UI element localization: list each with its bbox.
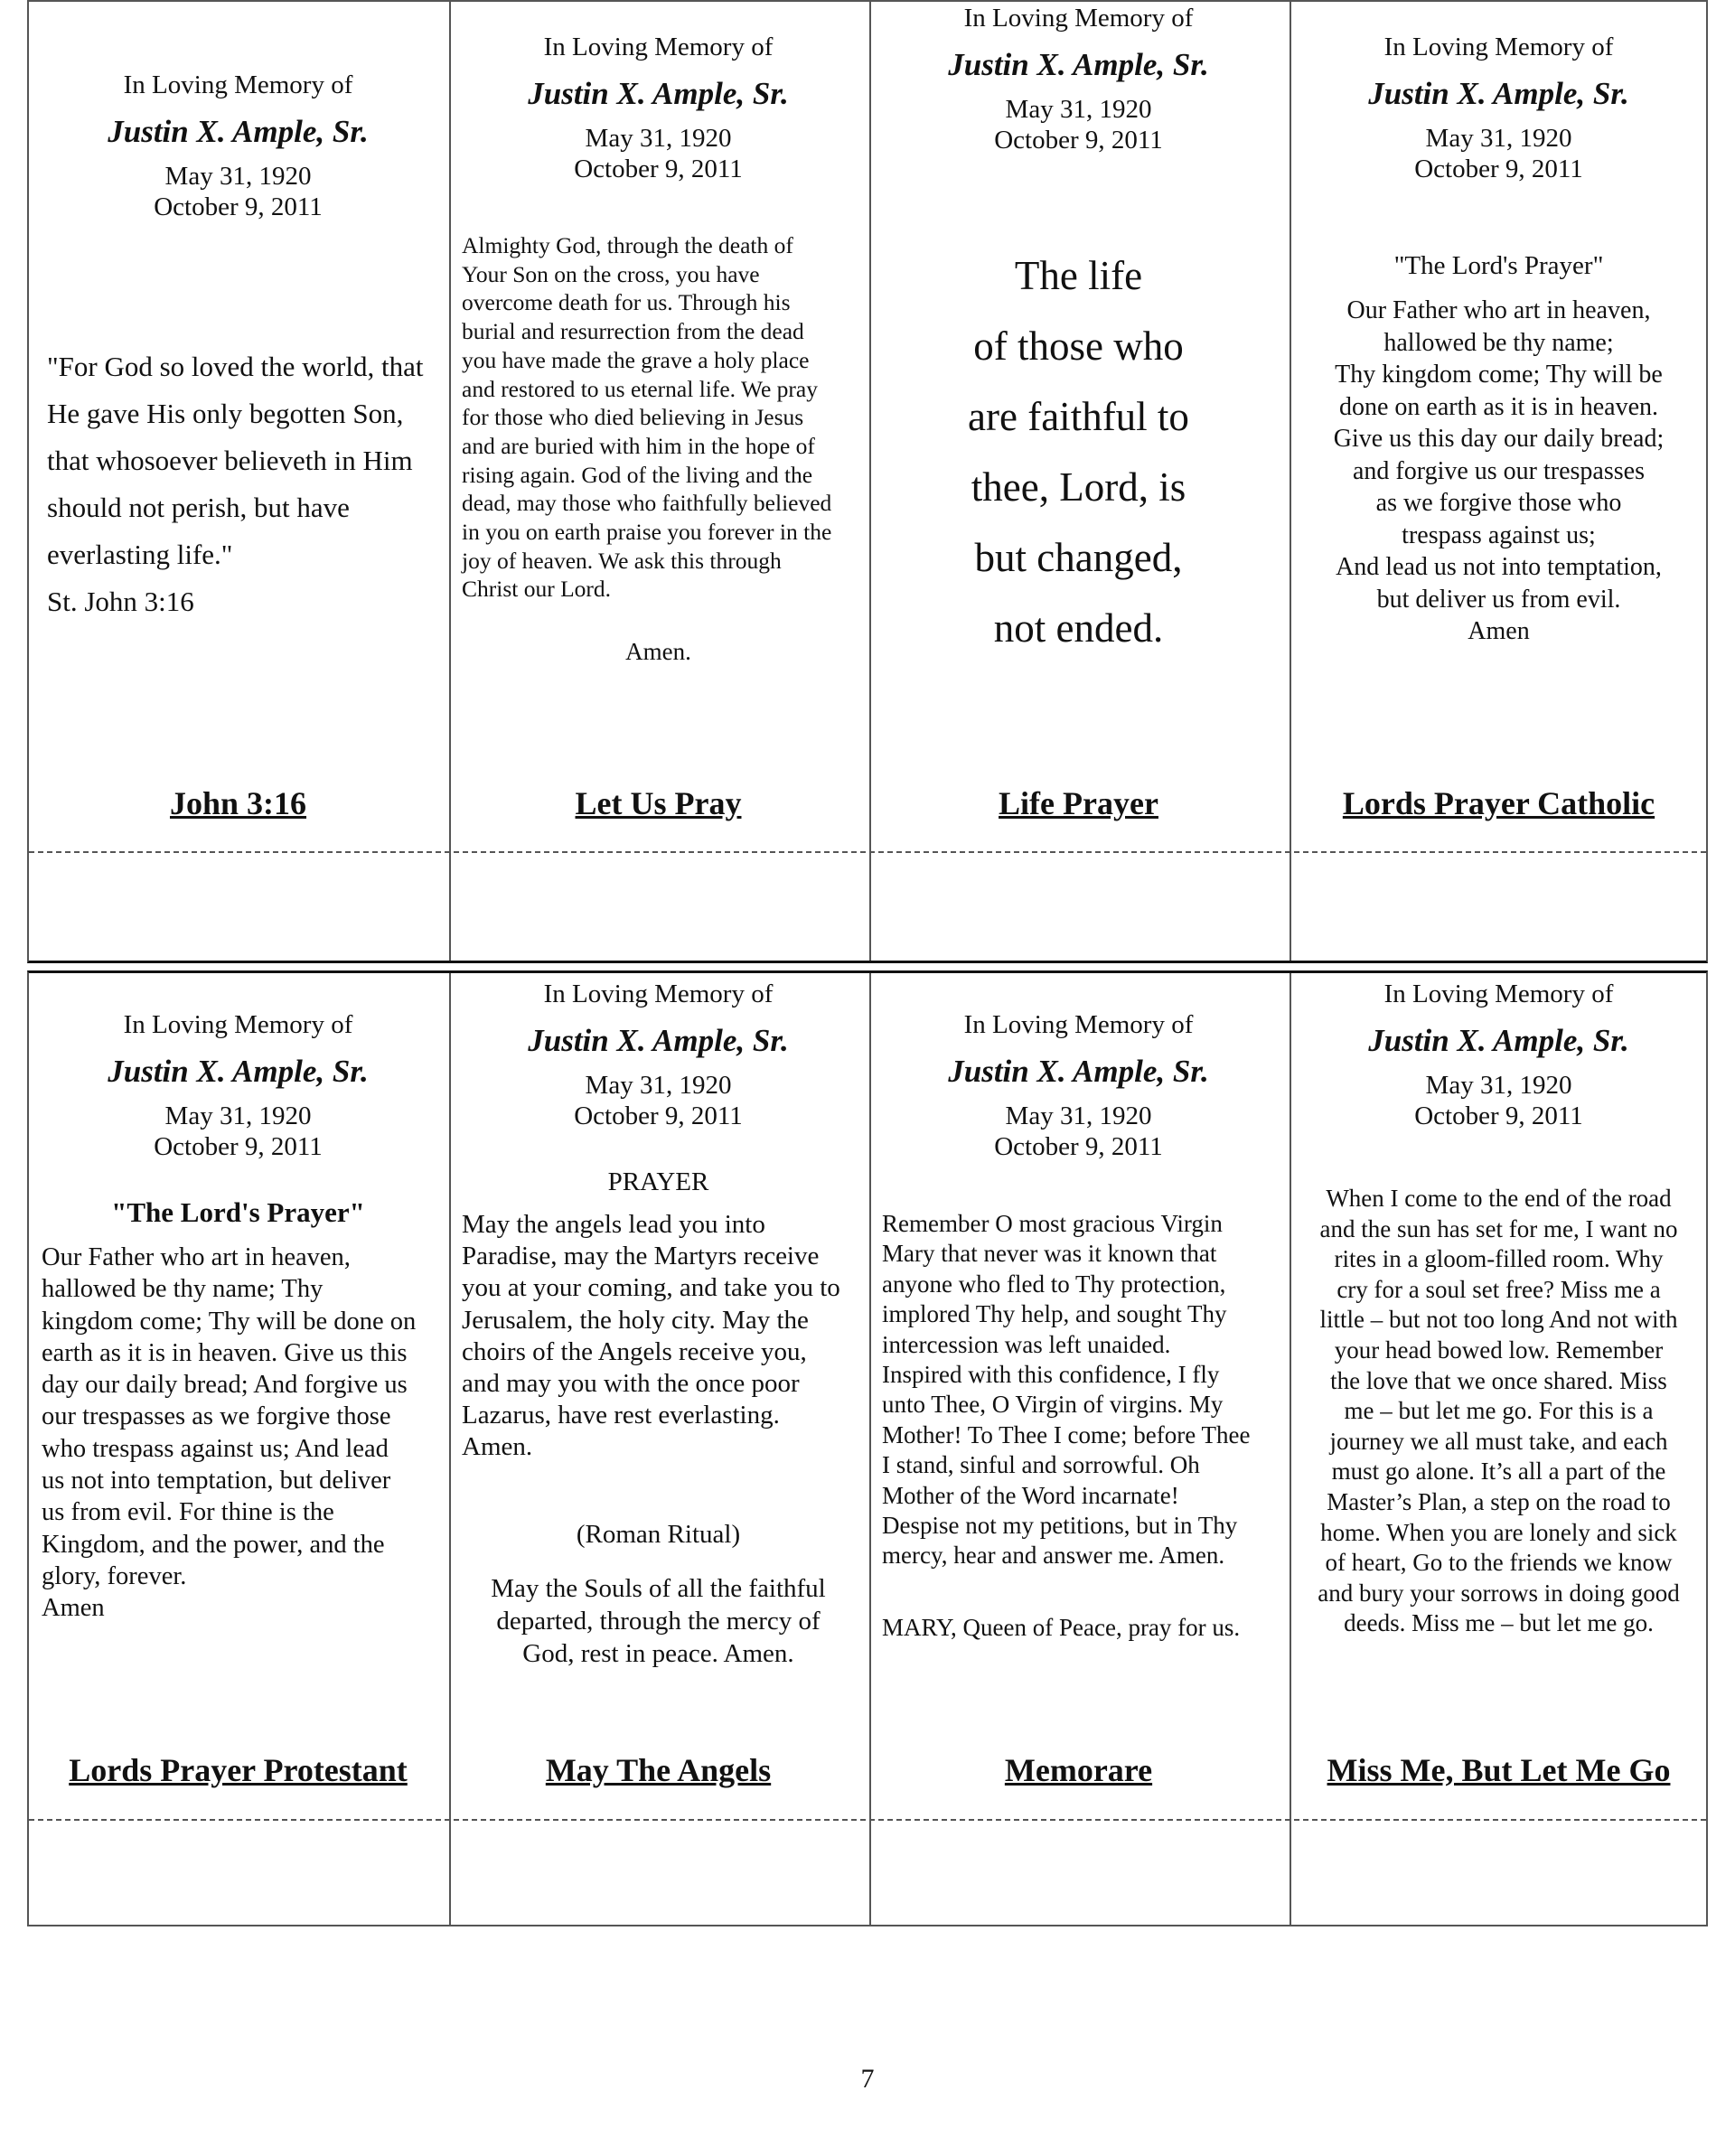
verse-line: should not perish, but have <box>47 492 350 523</box>
poem-line: must go alone. It’s all a part of the <box>1331 1458 1666 1486</box>
prayer-line: who trespass against us; And lead <box>42 1434 389 1463</box>
in-loving-memory: In Loving Memory of <box>123 1010 353 1039</box>
poem-line: cry for a soul set free? Miss me a <box>1336 1275 1661 1303</box>
card-title: Memorare <box>1004 1752 1153 1788</box>
cut-line <box>29 1819 1706 1821</box>
birth-date: May 31, 1920 <box>1005 1101 1152 1130</box>
poem-line: me – but let me go. For this is a <box>1344 1397 1654 1425</box>
prayer-line: Remember O most gracious Virgin <box>882 1210 1223 1237</box>
prayer-line: Lazarus, have rest everlasting. <box>462 1401 780 1430</box>
prayer-line: Almighty God, through the death of <box>462 232 793 258</box>
ritual-label: (Roman Ritual) <box>576 1520 741 1549</box>
prayer-line: as we forgive those who <box>1375 489 1622 517</box>
prayer-line: you have made the grave a holy place <box>462 346 810 373</box>
prayer-line: Paradise, may the Martyrs receive <box>462 1242 820 1271</box>
prayer-line: May the angels lead you into <box>462 1210 765 1239</box>
birth-date: May 31, 1920 <box>164 162 312 191</box>
prayer-line: I stand, sinful and sorrowful. Oh <box>882 1451 1200 1479</box>
prayer-line: us from evil. For thine is the <box>42 1498 334 1527</box>
card-title: Miss Me, But Let Me Go <box>1327 1752 1671 1788</box>
prayer-line: choirs of the Angels receive you, <box>462 1336 807 1366</box>
prayer-line: Give us this day our daily bread; <box>1333 425 1665 453</box>
prayer-heading: "The Lord's Prayer" <box>111 1196 365 1228</box>
prayer-closing: Amen. <box>625 638 691 665</box>
prayer-closing: Amen <box>42 1594 105 1623</box>
prayer-line: dead, may those who faithfully believed <box>462 490 832 517</box>
card-title: Life Prayer <box>999 785 1158 821</box>
prayer-line: Despise not my petitions, but in Thy <box>882 1512 1238 1540</box>
prayer-line: and restored to us eternal life. We pray <box>462 375 818 402</box>
prayer-line: Our Father who art in heaven, <box>1346 296 1651 324</box>
deceased-name: Justin X. Ample, Sr. <box>948 1054 1209 1089</box>
verse-line: The life <box>1014 253 1143 298</box>
prayer-line: God, rest in peace. Amen. <box>522 1639 794 1668</box>
prayer-line: day our daily bread; And forgive us <box>42 1371 408 1400</box>
poem-line: When I come to the end of the road <box>1326 1185 1672 1212</box>
in-loving-memory: In Loving Memory of <box>543 980 774 1008</box>
page-number: 7 <box>860 2064 875 2094</box>
prayer-line: and are buried with him in the hope of <box>462 432 815 459</box>
card-title: John 3:16 <box>169 785 307 821</box>
death-date: October 9, 2011 <box>154 1132 323 1161</box>
in-loving-memory: In Loving Memory of <box>543 33 774 61</box>
poem-line: Master’s Plan, a step on the road to <box>1327 1487 1671 1515</box>
prayer-line: implored Thy help, and sought Thy <box>882 1300 1227 1328</box>
card-title: Let Us Pray <box>575 785 742 821</box>
verse-reference: St. John 3:16 <box>47 586 194 617</box>
memorial-card <box>449 0 868 849</box>
birth-date: May 31, 1920 <box>1005 95 1152 124</box>
prayer-line: burial and resurrection from the dead <box>462 318 804 345</box>
prayer-line: kingdom come; Thy will be done on <box>42 1307 417 1336</box>
prayer-line: but deliver us from evil. <box>1376 585 1621 614</box>
birth-date: May 31, 1920 <box>164 1101 312 1130</box>
poem-line: your head bowed low. Remember <box>1334 1336 1664 1364</box>
prayer-line: rising again. God of the living and the <box>462 461 813 488</box>
verse-line: but changed, <box>974 535 1183 580</box>
prayer-heading: "The Lord's Prayer" <box>1393 251 1604 280</box>
in-loving-memory: In Loving Memory of <box>1383 980 1614 1008</box>
prayer-line: Our Father who art in heaven, <box>42 1243 351 1271</box>
prayer-line: May the Souls of all the faithful <box>491 1574 826 1603</box>
prayer-line: glory, forever. <box>42 1561 187 1590</box>
deceased-name: Justin X. Ample, Sr. <box>948 47 1209 82</box>
deceased-name: Justin X. Ample, Sr. <box>1368 1023 1629 1058</box>
death-date: October 9, 2011 <box>994 1132 1163 1161</box>
poem-line: rites in a gloom-filled room. Why <box>1334 1245 1664 1273</box>
verse-line: not ended. <box>993 605 1164 651</box>
verse-line: "For God so loved the world, that <box>47 351 424 382</box>
in-loving-memory: In Loving Memory of <box>1383 33 1614 61</box>
verse-line: that whosoever believeth in Him <box>47 445 413 476</box>
prayer-line: for those who died believing in Jesus <box>462 404 804 431</box>
poem-line: little – but not too long And not with <box>1319 1306 1678 1334</box>
memorial-card <box>29 0 447 849</box>
prayer-line: anyone who fled to Thy protection, <box>882 1270 1226 1298</box>
prayer-closing: MARY, Queen of Peace, pray for us. <box>882 1614 1241 1641</box>
in-loving-memory: In Loving Memory of <box>123 70 353 99</box>
birth-date: May 31, 1920 <box>585 1071 732 1100</box>
prayer-line: And lead us not into temptation, <box>1336 553 1662 581</box>
prayer-line: overcome death for us. Through his <box>462 289 791 316</box>
birth-date: May 31, 1920 <box>1425 1071 1572 1100</box>
card-title: Lords Prayer Catholic <box>1342 785 1655 821</box>
birth-date: May 31, 1920 <box>1425 124 1572 153</box>
prayer-line: Jerusalem, the holy city. May the <box>462 1305 809 1335</box>
verse-line: are faithful to <box>968 394 1189 439</box>
prayer-line: joy of heaven. We ask this through <box>462 547 782 574</box>
prayer-line: us not into temptation, but deliver <box>42 1467 391 1495</box>
deceased-name: Justin X. Ample, Sr. <box>108 1054 369 1089</box>
prayer-line: trespass against us; <box>1402 520 1596 549</box>
prayer-line: Christ our Lord. <box>462 576 612 603</box>
prayer-line: Kingdom, and the power, and the <box>42 1530 385 1559</box>
memorial-card <box>869 0 1288 849</box>
memorial-card <box>1290 0 1708 849</box>
card-title: Lords Prayer Protestant <box>69 1752 408 1788</box>
prayer-line: Mary that never was it known that <box>882 1240 1217 1268</box>
memorial-card <box>1290 970 1708 1816</box>
poem-line: journey we all must take, and each <box>1329 1427 1668 1455</box>
prayer-line: hallowed be thy name; Thy <box>42 1275 324 1304</box>
verse-line: He gave His only begotten Son, <box>47 398 404 429</box>
poem-line: deeds. Miss me – but let me go. <box>1344 1609 1654 1637</box>
prayer-closing: Amen. <box>462 1432 533 1462</box>
death-date: October 9, 2011 <box>574 155 743 183</box>
memorial-card <box>869 970 1288 1816</box>
prayer-line: Mother! To Thee I come; before Thee <box>882 1420 1251 1448</box>
in-loving-memory: In Loving Memory of <box>963 1010 1194 1039</box>
poem-line: the love that we once shared. Miss <box>1330 1366 1667 1394</box>
verse-line: thee, Lord, is <box>971 464 1186 510</box>
prayer-line: unto Thee, O Virgin of virgins. My <box>882 1391 1224 1419</box>
memorial-card <box>29 970 447 1816</box>
death-date: October 9, 2011 <box>994 126 1163 155</box>
prayer-line: our trespasses as we forgive those <box>42 1402 391 1431</box>
prayer-line: intercession was left unaided. <box>882 1330 1171 1358</box>
verse-line: everlasting life." <box>47 539 233 570</box>
deceased-name: Justin X. Ample, Sr. <box>528 76 789 111</box>
memorial-card <box>449 970 868 1816</box>
prayer-line: departed, through the mercy of <box>496 1607 821 1636</box>
prayer-line: earth as it is in heaven. Give us this <box>42 1338 408 1367</box>
death-date: October 9, 2011 <box>1414 155 1583 183</box>
verse-line: of those who <box>973 323 1184 369</box>
poem-line: home. When you are lonely and sick <box>1320 1518 1677 1546</box>
prayer-line: and may you with the once poor <box>462 1369 800 1399</box>
prayer-line: hallowed be thy name; <box>1383 328 1614 357</box>
deceased-name: Justin X. Ample, Sr. <box>108 114 369 149</box>
prayer-closing: Amen <box>1468 617 1530 645</box>
poem-line: and the sun has set for me, I want no <box>1319 1214 1678 1242</box>
prayer-heading: PRAYER <box>607 1167 709 1196</box>
prayer-line: and forgive us our trespasses <box>1353 456 1645 485</box>
death-date: October 9, 2011 <box>154 192 323 221</box>
prayer-line: Your Son on the cross, you have <box>462 260 760 287</box>
prayer-line: you at your coming, and take you to <box>462 1273 840 1303</box>
prayer-line: Inspired with this confidence, I fly <box>882 1361 1220 1389</box>
in-loving-memory: In Loving Memory of <box>963 4 1194 33</box>
birth-date: May 31, 1920 <box>585 124 732 153</box>
prayer-line: mercy, hear and answer me. Amen. <box>882 1542 1225 1570</box>
deceased-name: Justin X. Ample, Sr. <box>1368 76 1629 111</box>
death-date: October 9, 2011 <box>574 1101 743 1130</box>
poem-line: of heart, Go to the friends we know <box>1325 1549 1673 1577</box>
prayer-line: Mother of the Word incarnate! <box>882 1481 1179 1509</box>
death-date: October 9, 2011 <box>1414 1101 1583 1130</box>
deceased-name: Justin X. Ample, Sr. <box>528 1023 789 1058</box>
cut-line <box>29 851 1706 853</box>
prayer-line: in you on earth praise you forever in the <box>462 519 832 546</box>
prayer-line: done on earth as it is in heaven. <box>1338 392 1658 421</box>
poem-line: and bury your sorrows in doing good <box>1318 1579 1680 1607</box>
card-title: May The Angels <box>545 1752 772 1788</box>
prayer-line: Thy kingdom come; Thy will be <box>1335 361 1663 389</box>
